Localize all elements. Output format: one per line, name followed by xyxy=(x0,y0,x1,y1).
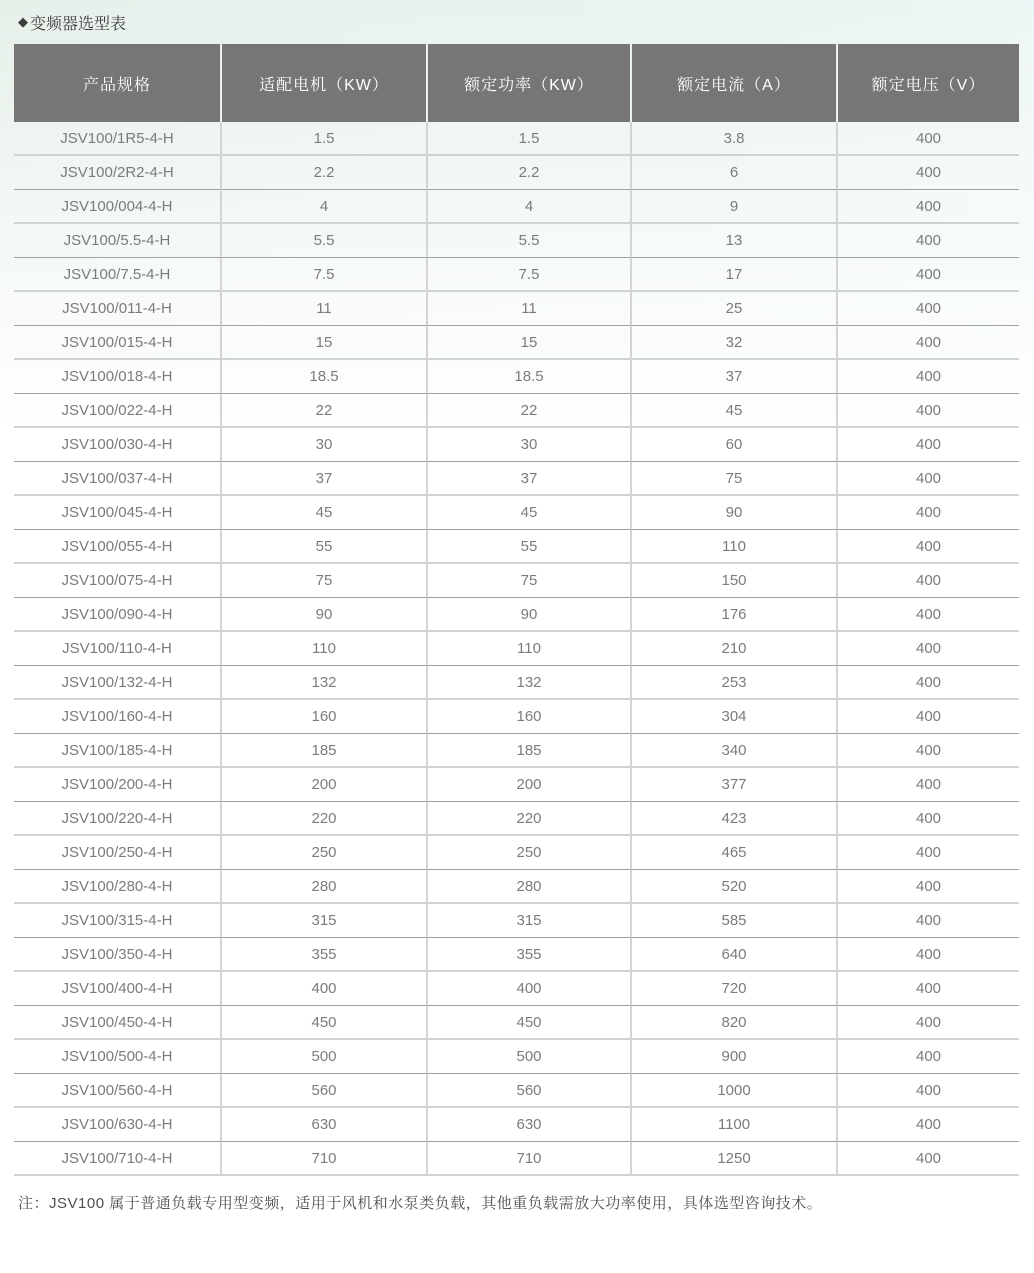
table-cell: 32 xyxy=(632,326,838,360)
table-cell: JSV100/037-4-H xyxy=(14,462,222,496)
table-cell: 185 xyxy=(428,734,632,768)
table-row xyxy=(14,360,1019,394)
table-cell: 110 xyxy=(222,632,428,666)
table-cell: 210 xyxy=(632,632,838,666)
table-cell: 400 xyxy=(838,1108,1019,1142)
table-cell: 22 xyxy=(222,394,428,428)
table-cell: 37 xyxy=(428,462,632,496)
table-cell: 60 xyxy=(632,428,838,462)
table-cell: 400 xyxy=(838,326,1019,360)
table-cell: JSV100/315-4-H xyxy=(14,904,222,938)
column-header: 适配电机（KW） xyxy=(222,44,428,122)
table-cell: 45 xyxy=(632,394,838,428)
table-cell: JSV100/280-4-H xyxy=(14,870,222,904)
table-cell: 400 xyxy=(838,666,1019,700)
table-row xyxy=(14,326,1019,360)
table-cell: 25 xyxy=(632,292,838,326)
table-cell: 585 xyxy=(632,904,838,938)
table-cell: 18.5 xyxy=(222,360,428,394)
table-row xyxy=(14,1074,1019,1108)
table-row xyxy=(14,564,1019,598)
table-cell: JSV100/030-4-H xyxy=(14,428,222,462)
table-cell: 220 xyxy=(428,802,632,836)
table-cell: 253 xyxy=(632,666,838,700)
table-cell: 4 xyxy=(222,190,428,224)
table-cell: 315 xyxy=(428,904,632,938)
table-cell: 18.5 xyxy=(428,360,632,394)
table-cell: 400 xyxy=(838,802,1019,836)
table-cell: 400 xyxy=(838,156,1019,190)
table-cell: JSV100/055-4-H xyxy=(14,530,222,564)
table-cell: JSV100/500-4-H xyxy=(14,1040,222,1074)
table-cell: 400 xyxy=(838,836,1019,870)
table-cell: JSV100/710-4-H xyxy=(14,1142,222,1176)
table-cell: 400 xyxy=(838,632,1019,666)
table-cell: 176 xyxy=(632,598,838,632)
table-row xyxy=(14,836,1019,870)
table-cell: 400 xyxy=(838,870,1019,904)
table-cell: 400 xyxy=(838,1006,1019,1040)
table-cell: 400 xyxy=(838,1142,1019,1176)
table-row xyxy=(14,1108,1019,1142)
table-cell: 90 xyxy=(632,496,838,530)
table-cell: 90 xyxy=(222,598,428,632)
table-cell: 200 xyxy=(222,768,428,802)
table-cell: 520 xyxy=(632,870,838,904)
table-cell: 400 xyxy=(222,972,428,1006)
table-row xyxy=(14,802,1019,836)
table-cell: 400 xyxy=(838,598,1019,632)
table-cell: JSV100/022-4-H xyxy=(14,394,222,428)
spec-table-body xyxy=(14,122,1019,1176)
spec-table-header xyxy=(14,44,1019,122)
table-cell: 400 xyxy=(838,700,1019,734)
table-row xyxy=(14,530,1019,564)
table-cell: JSV100/004-4-H xyxy=(14,190,222,224)
table-cell: 630 xyxy=(222,1108,428,1142)
table-cell: 5.5 xyxy=(428,224,632,258)
table-row xyxy=(14,496,1019,530)
table-cell: 185 xyxy=(222,734,428,768)
table-cell: JSV100/220-4-H xyxy=(14,802,222,836)
table-cell: 400 xyxy=(838,258,1019,292)
table-cell: 400 xyxy=(838,734,1019,768)
table-row xyxy=(14,938,1019,972)
table-cell: 720 xyxy=(632,972,838,1006)
table-row xyxy=(14,734,1019,768)
table-row xyxy=(14,292,1019,326)
table-row xyxy=(14,666,1019,700)
table-cell: 7.5 xyxy=(222,258,428,292)
table-cell: 465 xyxy=(632,836,838,870)
table-cell: 200 xyxy=(428,768,632,802)
table-cell: JSV100/5.5-4-H xyxy=(14,224,222,258)
table-cell: 11 xyxy=(222,292,428,326)
table-cell: 450 xyxy=(222,1006,428,1040)
table-cell: 9 xyxy=(632,190,838,224)
table-cell: 37 xyxy=(632,360,838,394)
table-cell: JSV100/132-4-H xyxy=(14,666,222,700)
table-cell: 250 xyxy=(428,836,632,870)
table-cell: 400 xyxy=(428,972,632,1006)
table-cell: 75 xyxy=(428,564,632,598)
table-row xyxy=(14,632,1019,666)
table-cell: 400 xyxy=(838,122,1019,156)
table-cell: JSV100/015-4-H xyxy=(14,326,222,360)
column-header: 额定功率（KW） xyxy=(428,44,632,122)
footnote: 注：JSV100 属于普通负载专用型变频，适用于风机和水泵类负载，其他重负载需放大功率使用，具体选型咨询技术。 xyxy=(18,1195,823,1212)
table-cell: JSV100/075-4-H xyxy=(14,564,222,598)
table-row xyxy=(14,156,1019,190)
table-cell: 30 xyxy=(428,428,632,462)
table-cell: 400 xyxy=(838,292,1019,326)
table-cell: 400 xyxy=(838,938,1019,972)
spec-table xyxy=(14,44,1019,1176)
table-cell: JSV100/200-4-H xyxy=(14,768,222,802)
table-cell: 75 xyxy=(222,564,428,598)
table-row xyxy=(14,904,1019,938)
table-cell: JSV100/110-4-H xyxy=(14,632,222,666)
table-cell: 110 xyxy=(428,632,632,666)
table-row xyxy=(14,700,1019,734)
table-row xyxy=(14,428,1019,462)
table-cell: 150 xyxy=(632,564,838,598)
column-header: 产品规格 xyxy=(14,44,222,122)
table-cell: 13 xyxy=(632,224,838,258)
table-cell: 220 xyxy=(222,802,428,836)
table-cell: 1100 xyxy=(632,1108,838,1142)
table-cell: 75 xyxy=(632,462,838,496)
table-cell: JSV100/560-4-H xyxy=(14,1074,222,1108)
table-cell: JSV100/630-4-H xyxy=(14,1108,222,1142)
table-cell: 5.5 xyxy=(222,224,428,258)
table-cell: 400 xyxy=(838,360,1019,394)
table-cell: JSV100/250-4-H xyxy=(14,836,222,870)
table-cell: 110 xyxy=(632,530,838,564)
table-cell: 17 xyxy=(632,258,838,292)
table-cell: 1.5 xyxy=(222,122,428,156)
table-cell: 45 xyxy=(428,496,632,530)
table-cell: 400 xyxy=(838,1074,1019,1108)
table-cell: 160 xyxy=(222,700,428,734)
page-title-text: 变频器选型表 xyxy=(30,15,127,33)
table-cell: JSV100/400-4-H xyxy=(14,972,222,1006)
table-cell: 630 xyxy=(428,1108,632,1142)
table-cell: 132 xyxy=(428,666,632,700)
header-row xyxy=(14,44,1019,122)
table-cell: 22 xyxy=(428,394,632,428)
table-cell: 55 xyxy=(222,530,428,564)
table-cell: 55 xyxy=(428,530,632,564)
table-cell: 400 xyxy=(838,190,1019,224)
table-cell: 820 xyxy=(632,1006,838,1040)
table-cell: JSV100/1R5-4-H xyxy=(14,122,222,156)
table-cell: 400 xyxy=(838,394,1019,428)
table-cell: 315 xyxy=(222,904,428,938)
table-row xyxy=(14,190,1019,224)
page-title xyxy=(14,10,1020,34)
table-cell: 6 xyxy=(632,156,838,190)
table-cell: 640 xyxy=(632,938,838,972)
table-cell: 160 xyxy=(428,700,632,734)
diamond-bullet-icon: ◆ xyxy=(18,14,28,29)
table-cell: 560 xyxy=(428,1074,632,1108)
table-cell: 355 xyxy=(222,938,428,972)
table-cell: JSV100/011-4-H xyxy=(14,292,222,326)
table-cell: 1.5 xyxy=(428,122,632,156)
table-cell: 7.5 xyxy=(428,258,632,292)
table-cell: 400 xyxy=(838,224,1019,258)
table-row xyxy=(14,1006,1019,1040)
table-cell: 400 xyxy=(838,428,1019,462)
table-cell: 15 xyxy=(428,326,632,360)
table-cell: 400 xyxy=(838,564,1019,598)
table-cell: JSV100/045-4-H xyxy=(14,496,222,530)
table-cell: JSV100/090-4-H xyxy=(14,598,222,632)
table-cell: 450 xyxy=(428,1006,632,1040)
table-cell: 423 xyxy=(632,802,838,836)
table-row xyxy=(14,768,1019,802)
table-cell: 500 xyxy=(222,1040,428,1074)
table-cell: 132 xyxy=(222,666,428,700)
table-cell: 2.2 xyxy=(222,156,428,190)
table-cell: JSV100/450-4-H xyxy=(14,1006,222,1040)
table-row xyxy=(14,224,1019,258)
table-cell: 710 xyxy=(428,1142,632,1176)
table-cell: 280 xyxy=(222,870,428,904)
table-cell: 400 xyxy=(838,496,1019,530)
table-cell: JSV100/2R2-4-H xyxy=(14,156,222,190)
table-cell: JSV100/160-4-H xyxy=(14,700,222,734)
table-cell: 304 xyxy=(632,700,838,734)
table-cell: 400 xyxy=(838,768,1019,802)
table-row xyxy=(14,870,1019,904)
table-cell: 355 xyxy=(428,938,632,972)
table-cell: 400 xyxy=(838,1040,1019,1074)
table-cell: 400 xyxy=(838,462,1019,496)
table-cell: 280 xyxy=(428,870,632,904)
table-row xyxy=(14,394,1019,428)
table-cell: 400 xyxy=(838,530,1019,564)
table-cell: 377 xyxy=(632,768,838,802)
column-header: 额定电压（V） xyxy=(838,44,1019,122)
table-cell: JSV100/7.5-4-H xyxy=(14,258,222,292)
table-row xyxy=(14,462,1019,496)
table-row xyxy=(14,972,1019,1006)
table-cell: 500 xyxy=(428,1040,632,1074)
table-row xyxy=(14,122,1019,156)
table-cell: 37 xyxy=(222,462,428,496)
table-row xyxy=(14,598,1019,632)
table-cell: 4 xyxy=(428,190,632,224)
table-cell: 15 xyxy=(222,326,428,360)
table-cell: 45 xyxy=(222,496,428,530)
table-cell: 560 xyxy=(222,1074,428,1108)
table-cell: 400 xyxy=(838,972,1019,1006)
table-row xyxy=(14,258,1019,292)
table-row xyxy=(14,1040,1019,1074)
column-header: 额定电流（A） xyxy=(632,44,838,122)
table-cell: JSV100/018-4-H xyxy=(14,360,222,394)
table-cell: 3.8 xyxy=(632,122,838,156)
table-cell: 2.2 xyxy=(428,156,632,190)
table-cell: 1250 xyxy=(632,1142,838,1176)
table-row xyxy=(14,1142,1019,1176)
table-cell: 90 xyxy=(428,598,632,632)
table-cell: JSV100/350-4-H xyxy=(14,938,222,972)
table-cell: 1000 xyxy=(632,1074,838,1108)
table-cell: 400 xyxy=(838,904,1019,938)
table-cell: 900 xyxy=(632,1040,838,1074)
table-cell: 340 xyxy=(632,734,838,768)
table-cell: 250 xyxy=(222,836,428,870)
table-cell: 30 xyxy=(222,428,428,462)
table-cell: 11 xyxy=(428,292,632,326)
table-cell: JSV100/185-4-H xyxy=(14,734,222,768)
table-cell: 710 xyxy=(222,1142,428,1176)
